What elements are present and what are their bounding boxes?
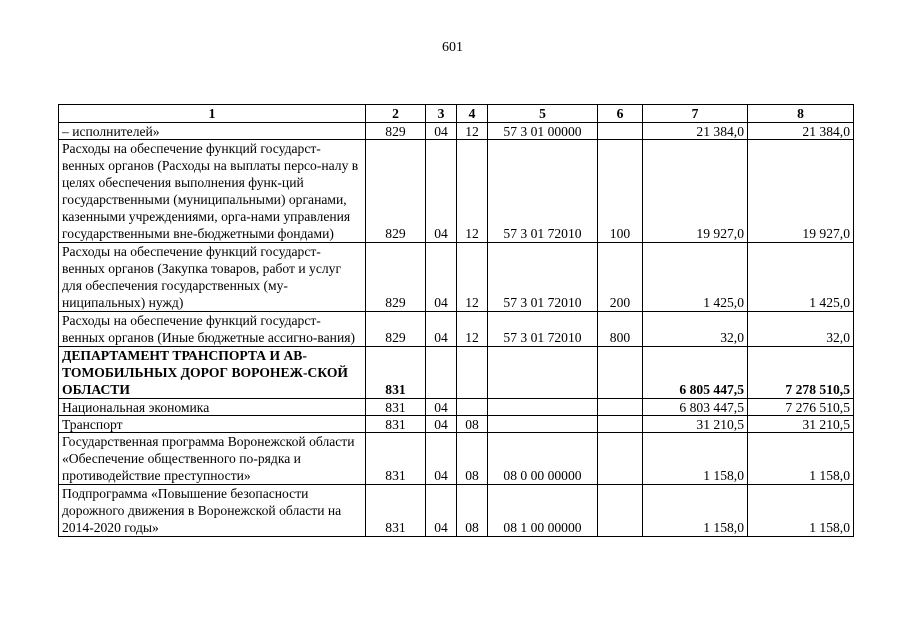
cell-code-4	[457, 399, 488, 416]
cell-code-6	[598, 347, 643, 399]
cell-code-3	[426, 347, 457, 399]
cell-code-6: 800	[598, 312, 643, 347]
cell-code-4: 08	[457, 416, 488, 433]
cell-amount-8: 32,0	[748, 312, 854, 347]
cell-amount-8: 31 210,5	[748, 416, 854, 433]
cell-code-4: 12	[457, 123, 488, 140]
cell-amount-7: 32,0	[643, 312, 748, 347]
cell-code-5	[488, 399, 598, 416]
cell-code-3: 04	[426, 312, 457, 347]
cell-code-2: 831	[366, 416, 426, 433]
cell-code-2: 829	[366, 243, 426, 312]
cell-code-2: 831	[366, 399, 426, 416]
row-name: Подпрограмма «Повышение безопасности дорожного движения в Воронежской области на 2014-2020 годы»	[59, 485, 366, 537]
cell-code-6	[598, 433, 643, 485]
cell-amount-7: 1 158,0	[643, 433, 748, 485]
row-name: Национальная экономика	[59, 399, 366, 416]
cell-amount-8: 1 158,0	[748, 433, 854, 485]
cell-amount-8: 1 425,0	[748, 243, 854, 312]
cell-code-4: 08	[457, 433, 488, 485]
budget-table	[58, 104, 854, 537]
cell-code-6: 200	[598, 243, 643, 312]
cell-code-4: 12	[457, 140, 488, 243]
cell-code-5: 57 3 01 00000	[488, 123, 598, 140]
row-name: Расходы на обеспечение функций государст-венных органов (Расходы на выплаты персо-налу в целях обеспечения выполнения функ-ций государственными (муниципальными) органами, казенными учреждениями, орга-нами управления государственными вне-бюджетными фондами)	[59, 140, 366, 243]
cell-amount-7: 6 803 447,5	[643, 399, 748, 416]
cell-code-3: 04	[426, 485, 457, 537]
table-row-department	[59, 347, 854, 399]
cell-code-3: 04	[426, 399, 457, 416]
cell-code-2: 829	[366, 312, 426, 347]
cell-code-5	[488, 347, 598, 399]
cell-amount-7: 1 425,0	[643, 243, 748, 312]
table-row	[59, 140, 854, 243]
cell-code-2: 831	[366, 347, 426, 399]
cell-code-2: 831	[366, 485, 426, 537]
row-name: Транспорт	[59, 416, 366, 433]
cell-amount-8: 21 384,0	[748, 123, 854, 140]
row-name: – исполнителей»	[59, 123, 366, 140]
cell-amount-7: 1 158,0	[643, 485, 748, 537]
cell-code-2: 829	[366, 140, 426, 243]
table-row	[59, 433, 854, 485]
cell-code-6	[598, 485, 643, 537]
cell-code-2: 831	[366, 433, 426, 485]
cell-code-6: 100	[598, 140, 643, 243]
cell-amount-8: 1 158,0	[748, 485, 854, 537]
cell-amount-7: 6 805 447,5	[643, 347, 748, 399]
cell-code-2: 829	[366, 123, 426, 140]
table-row	[59, 399, 854, 416]
cell-code-4: 08	[457, 485, 488, 537]
cell-code-6	[598, 123, 643, 140]
cell-amount-8: 7 278 510,5	[748, 347, 854, 399]
row-name: Расходы на обеспечение функций государст-венных органов (Закупка товаров, работ и услуг для обеспечения государственных (му-ниципальных) нужд)	[59, 243, 366, 312]
cell-amount-7: 31 210,5	[643, 416, 748, 433]
cell-code-4: 12	[457, 312, 488, 347]
table-row	[59, 416, 854, 433]
cell-amount-8: 19 927,0	[748, 140, 854, 243]
header-cell: 2	[366, 105, 426, 123]
header-cell: 5	[488, 105, 598, 123]
cell-amount-8: 7 276 510,5	[748, 399, 854, 416]
table-row	[59, 312, 854, 347]
cell-code-5: 57 3 01 72010	[488, 140, 598, 243]
header-cell: 1	[59, 105, 366, 123]
table-row	[59, 123, 854, 140]
cell-code-5	[488, 416, 598, 433]
cell-code-5: 08 1 00 00000	[488, 485, 598, 537]
table-row	[59, 485, 854, 537]
header-cell: 6	[598, 105, 643, 123]
cell-code-6	[598, 416, 643, 433]
cell-code-4: 12	[457, 243, 488, 312]
cell-code-3: 04	[426, 416, 457, 433]
cell-code-4	[457, 347, 488, 399]
cell-code-5: 57 3 01 72010	[488, 243, 598, 312]
row-name: ДЕПАРТАМЕНТ ТРАНСПОРТА И АВ-ТОМОБИЛЬНЫХ ДОРОГ ВОРОНЕЖ-СКОЙ ОБЛАСТИ	[59, 347, 366, 399]
cell-amount-7: 19 927,0	[643, 140, 748, 243]
page-number: 601	[442, 40, 463, 55]
row-name: Расходы на обеспечение функций государст-венных органов (Иные бюджетные ассигно-вания)	[59, 312, 366, 347]
cell-code-3: 04	[426, 123, 457, 140]
header-cell: 8	[748, 105, 854, 123]
header-cell: 7	[643, 105, 748, 123]
row-name: Государственная программа Воронежской области «Обеспечение общественного по-рядка и противодействие преступности»	[59, 433, 366, 485]
cell-code-6	[598, 399, 643, 416]
table-header-row	[59, 105, 854, 123]
cell-code-5: 08 0 00 00000	[488, 433, 598, 485]
cell-code-3: 04	[426, 433, 457, 485]
cell-code-3: 04	[426, 243, 457, 312]
header-cell: 4	[457, 105, 488, 123]
header-cell: 3	[426, 105, 457, 123]
table-row	[59, 243, 854, 312]
cell-code-5: 57 3 01 72010	[488, 312, 598, 347]
cell-amount-7: 21 384,0	[643, 123, 748, 140]
cell-code-3: 04	[426, 140, 457, 243]
